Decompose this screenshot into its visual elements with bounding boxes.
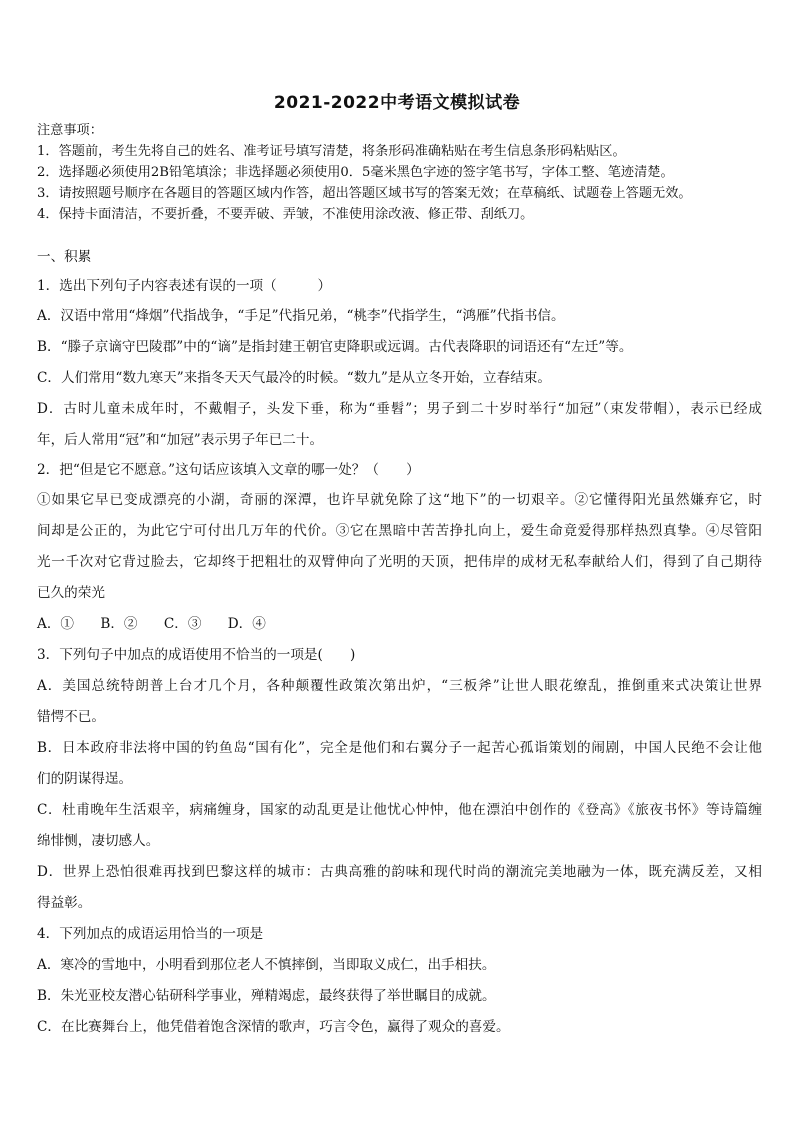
notice-item: 3．请按照题号顺序在各题目的答题区域内作答，超出答题区域书写的答案无效；在草稿纸、试题卷上答题无效。	[37, 186, 692, 201]
q1-option-a: A．汉语中常用“烽烟”代指战争，“手足”代指兄弟，“桃李”代指学生，“鸿雁”代指书信。	[37, 308, 565, 324]
q3-option-d-line2: 得益彰。	[37, 895, 92, 911]
q1-stem: 1．选出下列句子内容表述有误的一项（ ）	[37, 278, 332, 294]
notice-heading: 注意事项：	[37, 123, 103, 138]
q2-option-c: C．③	[163, 616, 202, 632]
q2-option-a: A．①	[37, 616, 75, 632]
q4-option-c: C．在比赛舞台上，他凭借着饱含深情的歌声，巧言令色，赢得了观众的喜爱。	[37, 1019, 510, 1035]
q3-option-c-line1: C．杜甫晚年生活艰辛，病痛缠身，国家的动乱更是让他忧心忡忡，他在漂泊中创作的《登高》《旅夜书怀》等诗篇缠	[37, 802, 762, 818]
page-title: 2021-2022中考语文模拟试卷	[273, 93, 521, 113]
q4-stem: 4．下列加点的成语运用恰当的一项是	[37, 926, 264, 942]
q2-passage-line4: 已久的荣光	[37, 585, 105, 601]
q2-passage-line2: 间却是公正的，为此它宁可付出几万年的代价。③它在黑暗中苦苦挣扎向上，爱生命竟爱得那样热烈真挚。④尽管阳	[37, 523, 762, 539]
q2-option-d: D．④	[227, 616, 266, 632]
q3-option-b-line1: B．日本政府非法将中国的钓鱼岛“国有化”，完全是他们和右翼分子一起苦心孤诣策划的闹剧，中国人民绝不会让他	[37, 740, 762, 756]
q2-options	[37, 609, 762, 640]
notice-item: 4．保持卡面清洁，不要折叠，不要弄破、弄皱，不准使用涂改液、修正带、刮纸刀。	[37, 207, 534, 222]
q4-option-b: B．朱光亚校友潜心钻研科学事业，殚精竭虑，最终获得了举世瞩目的成就。	[37, 988, 496, 1004]
q2-stem: 2．把“但是它不愿意。”这句话应该填入文章的哪一处？（ ）	[37, 462, 420, 478]
q3-option-a-line1: A．美国总统特朗普上台才几个月，各种颠覆性政策次第出炉，“三板斧”让世人眼花缭乱，推倒重来式决策让世界	[37, 678, 762, 694]
q3-option-b-line2: 们的阴谋得逞。	[37, 771, 133, 787]
q4-option-a: A．寒冷的雪地中，小明看到那位老人不慎摔倒，当即取义成仁，出手相扶。	[37, 957, 496, 973]
q1-option-d-line2: 年，后人常用“冠”和“加冠”表示男子年已二十。	[37, 432, 324, 448]
q3-stem: 3．下列句子中加点的成语使用不恰当的一项是( )	[37, 647, 356, 663]
notice-item: 1．答题前，考生先将自己的姓名、准考证号填写清楚，将条形码准确粘贴在考生信息条形码粘贴区。	[37, 144, 626, 159]
q1-option-b: B．“滕子京谪守巴陵郡”中的“谪”是指封建王朝官吏降职或远调。古代表降职的词语还有“左迁”等。	[37, 339, 633, 355]
q1-option-d-line1: D．古时儿童未成年时，不戴帽子，头发下垂，称为“垂髫”；男子到二十岁时举行“加冠”（束发带帽），表示已经成	[37, 401, 762, 417]
q2-passage-line3: 光一千次对它背过脸去，它却终于把粗壮的双臂伸向了光明的天顶，把伟岸的成材无私奉献给人们，得到了自己期待	[37, 554, 762, 570]
notice-item: 2．选择题必须使用2B铅笔填涂；非选择题必须使用0．5毫米黑色字迹的签字笔书写，字体工整、笔迹清楚。	[37, 165, 674, 180]
notice-block	[37, 120, 762, 225]
q1-option-c: C．人们常用“数九寒天”来指冬天天气最冷的时候。“数九”是从立冬开始，立春结束。	[37, 370, 551, 386]
question-body	[37, 243, 762, 1043]
q2-option-b: B．②	[100, 616, 138, 632]
q2-passage-line1: ①如果它早已变成漂亮的小湖，奇丽的深潭，也许早就免除了这“地下”的一切艰辛。②它懂得阳光虽然嫌弃它，时	[37, 492, 762, 508]
q3-option-d-line1: D．世界上恐怕很难再找到巴黎这样的城市：古典高雅的韵味和现代时尚的潮流完美地融为一体，既充满反差，又相	[37, 864, 762, 880]
q3-option-c-line2: 绵悱恻，凄切感人。	[37, 833, 160, 849]
q3-option-a-line2: 错愕不已。	[37, 709, 105, 725]
section-heading: 一、积累	[37, 249, 92, 265]
